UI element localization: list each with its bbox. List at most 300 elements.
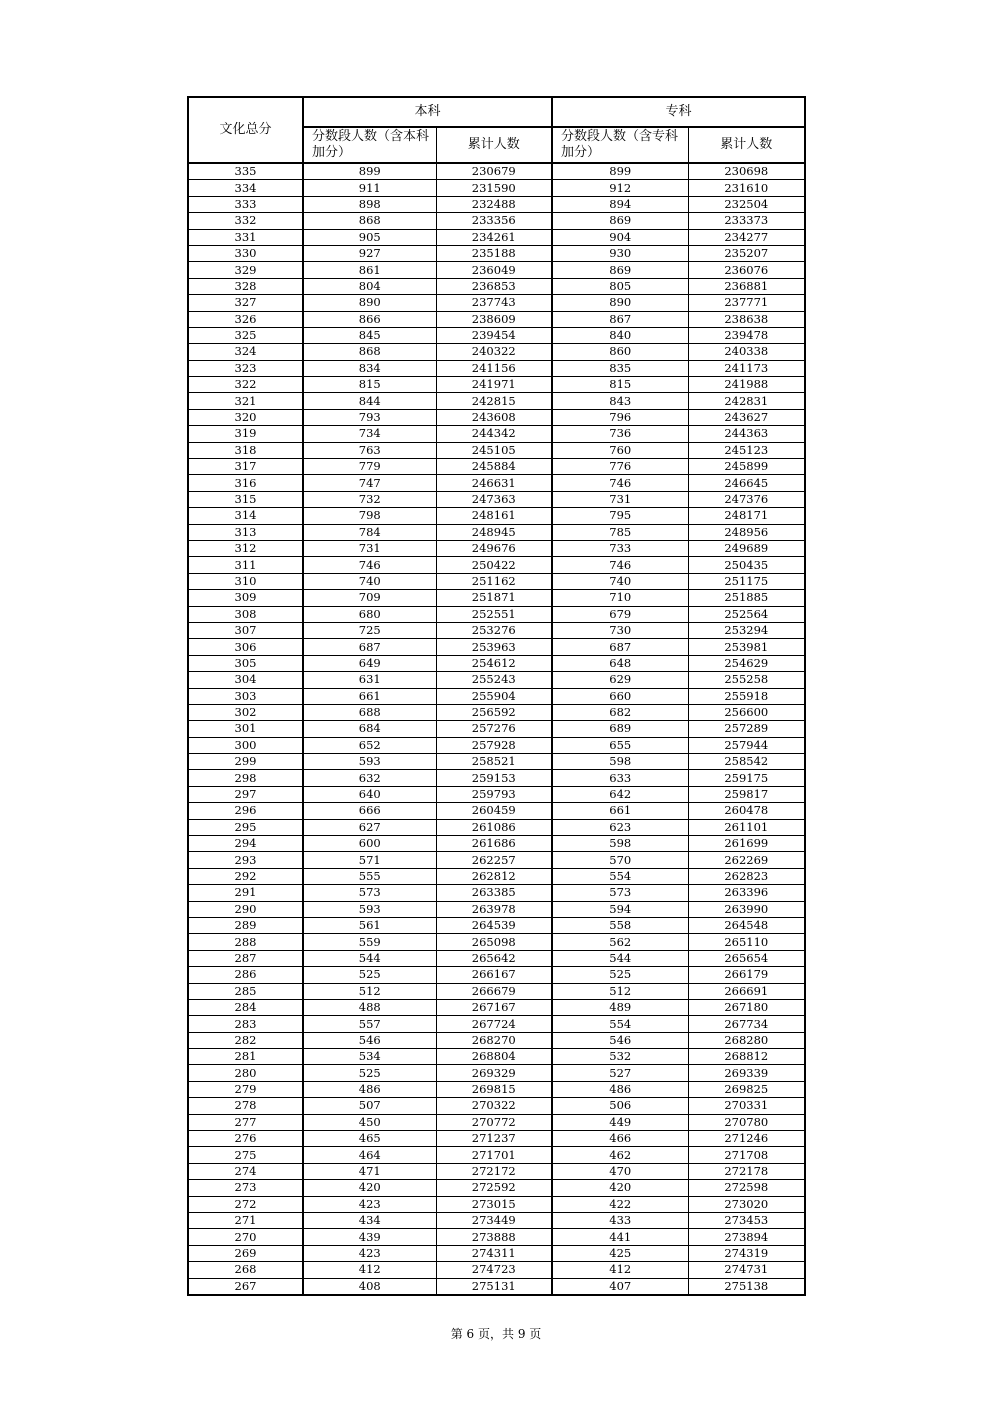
score-distribution-sheet xyxy=(187,96,804,1296)
zk-count-cell: 422 xyxy=(552,1196,688,1212)
table-row xyxy=(188,590,805,606)
zk-count-cell: 904 xyxy=(552,229,688,245)
bk-cumulative-cell: 253963 xyxy=(436,639,552,655)
table-row xyxy=(188,770,805,786)
zk-cumulative-cell: 238638 xyxy=(688,311,805,327)
bk-cumulative-cell: 260459 xyxy=(436,803,552,819)
score-cell: 274 xyxy=(188,1163,303,1179)
zk-count-cell: 912 xyxy=(552,180,688,196)
bk-count-cell: 834 xyxy=(303,360,436,376)
zk-count-cell: 425 xyxy=(552,1245,688,1261)
bk-count-cell: 434 xyxy=(303,1213,436,1229)
score-cell: 302 xyxy=(188,704,303,720)
score-cell: 313 xyxy=(188,524,303,540)
zk-count-cell: 546 xyxy=(552,1032,688,1048)
bk-cumulative-cell: 241156 xyxy=(436,360,552,376)
zk-cumulative-cell: 263990 xyxy=(688,901,805,917)
score-cell: 269 xyxy=(188,1245,303,1261)
bk-cumulative-cell: 273449 xyxy=(436,1213,552,1229)
bk-cumulative-cell: 259793 xyxy=(436,786,552,802)
bk-cumulative-cell: 239454 xyxy=(436,327,552,343)
zk-count-cell: 544 xyxy=(552,950,688,966)
bk-count-cell: 439 xyxy=(303,1229,436,1245)
bk-count-cell: 844 xyxy=(303,393,436,409)
score-cell: 279 xyxy=(188,1081,303,1097)
table-row xyxy=(188,672,805,688)
table-row xyxy=(188,737,805,753)
zk-count-cell: 532 xyxy=(552,1049,688,1065)
bk-count-cell: 640 xyxy=(303,786,436,802)
bk-count-cell: 740 xyxy=(303,573,436,589)
score-cell: 268 xyxy=(188,1262,303,1278)
bk-count-cell: 890 xyxy=(303,295,436,311)
page-footer: 第 6 页，共 9 页 xyxy=(450,1327,542,1341)
zk-count-cell: 869 xyxy=(552,262,688,278)
score-cell: 282 xyxy=(188,1032,303,1048)
score-cell: 293 xyxy=(188,852,303,868)
table-row xyxy=(188,901,805,917)
zk-cumulative-cell: 259817 xyxy=(688,786,805,802)
zk-count-cell: 642 xyxy=(552,786,688,802)
zk-cumulative-cell: 246645 xyxy=(688,475,805,491)
score-cell: 335 xyxy=(188,163,303,180)
zk-cumulative-cell: 273453 xyxy=(688,1213,805,1229)
table-row xyxy=(188,1049,805,1065)
score-cell: 330 xyxy=(188,245,303,261)
bk-count-cell: 423 xyxy=(303,1245,436,1261)
bk-cumulative-cell: 259153 xyxy=(436,770,552,786)
score-cell: 318 xyxy=(188,442,303,458)
table-row xyxy=(188,196,805,212)
score-cell: 303 xyxy=(188,688,303,704)
zk-count-cell: 489 xyxy=(552,999,688,1015)
bk-count-cell: 546 xyxy=(303,1032,436,1048)
score-cell: 291 xyxy=(188,885,303,901)
zk-cumulative-cell: 270780 xyxy=(688,1114,805,1130)
zk-cumulative-cell: 255258 xyxy=(688,672,805,688)
table-row xyxy=(188,967,805,983)
zk-count-cell: 689 xyxy=(552,721,688,737)
bk-cumulative-cell: 248161 xyxy=(436,508,552,524)
zk-cumulative-cell: 273020 xyxy=(688,1196,805,1212)
zk-count-cell: 562 xyxy=(552,934,688,950)
bk-count-cell: 561 xyxy=(303,917,436,933)
bk-count-cell: 798 xyxy=(303,508,436,524)
zk-count-cell: 899 xyxy=(552,163,688,180)
zk-cumulative-cell: 251175 xyxy=(688,573,805,589)
score-cell: 298 xyxy=(188,770,303,786)
bk-count-cell: 868 xyxy=(303,344,436,360)
zk-cumulative-cell: 231610 xyxy=(688,180,805,196)
table-row xyxy=(188,1278,805,1295)
bk-count-cell: 423 xyxy=(303,1196,436,1212)
bk-count-cell: 861 xyxy=(303,262,436,278)
score-cell: 299 xyxy=(188,754,303,770)
score-cell: 278 xyxy=(188,1098,303,1114)
bk-cumulative-cell: 269329 xyxy=(436,1065,552,1081)
zk-count-cell: 558 xyxy=(552,917,688,933)
score-cell: 314 xyxy=(188,508,303,524)
bk-count-cell: 632 xyxy=(303,770,436,786)
table-row xyxy=(188,344,805,360)
bk-cumulative-cell: 275131 xyxy=(436,1278,552,1295)
score-cell: 316 xyxy=(188,475,303,491)
header-bk-count: 分数段人数（含本科加分） xyxy=(303,127,436,163)
bk-cumulative-cell: 268270 xyxy=(436,1032,552,1048)
score-cell: 288 xyxy=(188,934,303,950)
bk-cumulative-cell: 232488 xyxy=(436,196,552,212)
zk-count-cell: 805 xyxy=(552,278,688,294)
bk-count-cell: 709 xyxy=(303,590,436,606)
bk-count-cell: 734 xyxy=(303,426,436,442)
score-cell: 270 xyxy=(188,1229,303,1245)
zk-cumulative-cell: 268280 xyxy=(688,1032,805,1048)
bk-count-cell: 680 xyxy=(303,606,436,622)
bk-count-cell: 725 xyxy=(303,622,436,638)
bk-count-cell: 911 xyxy=(303,180,436,196)
zk-cumulative-cell: 234277 xyxy=(688,229,805,245)
zk-count-cell: 795 xyxy=(552,508,688,524)
table-row xyxy=(188,442,805,458)
table-row xyxy=(188,540,805,556)
bk-cumulative-cell: 274311 xyxy=(436,1245,552,1261)
zk-cumulative-cell: 250435 xyxy=(688,557,805,573)
bk-cumulative-cell: 236853 xyxy=(436,278,552,294)
table-row xyxy=(188,459,805,475)
score-cell: 281 xyxy=(188,1049,303,1065)
bk-cumulative-cell: 270772 xyxy=(436,1114,552,1130)
bk-count-cell: 486 xyxy=(303,1081,436,1097)
zk-count-cell: 733 xyxy=(552,540,688,556)
zk-count-cell: 407 xyxy=(552,1278,688,1295)
bk-cumulative-cell: 253276 xyxy=(436,622,552,638)
bk-count-cell: 544 xyxy=(303,950,436,966)
zk-count-cell: 860 xyxy=(552,344,688,360)
zk-cumulative-cell: 275138 xyxy=(688,1278,805,1295)
zk-cumulative-cell: 241173 xyxy=(688,360,805,376)
score-cell: 319 xyxy=(188,426,303,442)
table-row xyxy=(188,360,805,376)
zk-count-cell: 655 xyxy=(552,737,688,753)
table-row xyxy=(188,721,805,737)
bk-count-cell: 420 xyxy=(303,1180,436,1196)
bk-count-cell: 557 xyxy=(303,1016,436,1032)
score-cell: 280 xyxy=(188,1065,303,1081)
bk-count-cell: 899 xyxy=(303,163,436,180)
zk-count-cell: 682 xyxy=(552,704,688,720)
score-cell: 307 xyxy=(188,622,303,638)
score-cell: 321 xyxy=(188,393,303,409)
bk-cumulative-cell: 271701 xyxy=(436,1147,552,1163)
table-row xyxy=(188,655,805,671)
score-table xyxy=(187,96,806,1296)
bk-count-cell: 465 xyxy=(303,1131,436,1147)
bk-count-cell: 525 xyxy=(303,967,436,983)
table-body xyxy=(188,163,805,1295)
zk-cumulative-cell: 240338 xyxy=(688,344,805,360)
bk-cumulative-cell: 250422 xyxy=(436,557,552,573)
bk-cumulative-cell: 266679 xyxy=(436,983,552,999)
bk-count-cell: 666 xyxy=(303,803,436,819)
zk-cumulative-cell: 274731 xyxy=(688,1262,805,1278)
bk-cumulative-cell: 249676 xyxy=(436,540,552,556)
table-header xyxy=(188,97,805,163)
zk-cumulative-cell: 236881 xyxy=(688,278,805,294)
score-cell: 327 xyxy=(188,295,303,311)
table-row xyxy=(188,295,805,311)
zk-cumulative-cell: 245123 xyxy=(688,442,805,458)
header-total-score: 文化总分 xyxy=(188,97,303,163)
bk-cumulative-cell: 236049 xyxy=(436,262,552,278)
table-row xyxy=(188,1131,805,1147)
bk-count-cell: 746 xyxy=(303,557,436,573)
bk-cumulative-cell: 265098 xyxy=(436,934,552,950)
bk-count-cell: 688 xyxy=(303,704,436,720)
bk-count-cell: 804 xyxy=(303,278,436,294)
score-cell: 284 xyxy=(188,999,303,1015)
bk-cumulative-cell: 264539 xyxy=(436,917,552,933)
table-row xyxy=(188,573,805,589)
zk-count-cell: 573 xyxy=(552,885,688,901)
score-cell: 331 xyxy=(188,229,303,245)
score-cell: 300 xyxy=(188,737,303,753)
bk-cumulative-cell: 238609 xyxy=(436,311,552,327)
bk-count-cell: 731 xyxy=(303,540,436,556)
zk-cumulative-cell: 273894 xyxy=(688,1229,805,1245)
zk-cumulative-cell: 268812 xyxy=(688,1049,805,1065)
bk-count-cell: 464 xyxy=(303,1147,436,1163)
bk-cumulative-cell: 269815 xyxy=(436,1081,552,1097)
bk-cumulative-cell: 263978 xyxy=(436,901,552,917)
zk-count-cell: 930 xyxy=(552,245,688,261)
table-row xyxy=(188,1262,805,1278)
zk-cumulative-cell: 251885 xyxy=(688,590,805,606)
bk-cumulative-cell: 270322 xyxy=(436,1098,552,1114)
zk-cumulative-cell: 266691 xyxy=(688,983,805,999)
table-row xyxy=(188,491,805,507)
bk-cumulative-cell: 273015 xyxy=(436,1196,552,1212)
table-row xyxy=(188,180,805,196)
bk-cumulative-cell: 240322 xyxy=(436,344,552,360)
score-cell: 273 xyxy=(188,1180,303,1196)
zk-cumulative-cell: 248171 xyxy=(688,508,805,524)
table-row xyxy=(188,213,805,229)
bk-count-cell: 571 xyxy=(303,852,436,868)
table-row xyxy=(188,704,805,720)
bk-cumulative-cell: 267167 xyxy=(436,999,552,1015)
table-row xyxy=(188,819,805,835)
zk-count-cell: 470 xyxy=(552,1163,688,1179)
score-cell: 310 xyxy=(188,573,303,589)
bk-cumulative-cell: 243608 xyxy=(436,409,552,425)
bk-cumulative-cell: 245105 xyxy=(436,442,552,458)
zk-cumulative-cell: 230698 xyxy=(688,163,805,180)
bk-cumulative-cell: 257276 xyxy=(436,721,552,737)
bk-count-cell: 652 xyxy=(303,737,436,753)
bk-count-cell: 845 xyxy=(303,327,436,343)
zk-cumulative-cell: 247376 xyxy=(688,491,805,507)
table-row xyxy=(188,999,805,1015)
zk-cumulative-cell: 237771 xyxy=(688,295,805,311)
bk-cumulative-cell: 256592 xyxy=(436,704,552,720)
bk-cumulative-cell: 248945 xyxy=(436,524,552,540)
bk-cumulative-cell: 274723 xyxy=(436,1262,552,1278)
bk-cumulative-cell: 245884 xyxy=(436,459,552,475)
table-row xyxy=(188,1229,805,1245)
zk-count-cell: 462 xyxy=(552,1147,688,1163)
table-row xyxy=(188,622,805,638)
header-zk-cumulative: 累计人数 xyxy=(688,127,805,163)
score-cell: 285 xyxy=(188,983,303,999)
zk-cumulative-cell: 261101 xyxy=(688,819,805,835)
zk-count-cell: 433 xyxy=(552,1213,688,1229)
bk-cumulative-cell: 235188 xyxy=(436,245,552,261)
table-row xyxy=(188,1245,805,1261)
table-row xyxy=(188,327,805,343)
zk-count-cell: 506 xyxy=(552,1098,688,1114)
table-row xyxy=(188,163,805,180)
score-cell: 309 xyxy=(188,590,303,606)
table-row xyxy=(188,1180,805,1196)
table-row xyxy=(188,1147,805,1163)
zk-cumulative-cell: 236076 xyxy=(688,262,805,278)
score-cell: 323 xyxy=(188,360,303,376)
score-cell: 271 xyxy=(188,1213,303,1229)
table-row xyxy=(188,1196,805,1212)
bk-count-cell: 631 xyxy=(303,672,436,688)
bk-cumulative-cell: 265642 xyxy=(436,950,552,966)
zk-count-cell: 598 xyxy=(552,836,688,852)
zk-count-cell: 679 xyxy=(552,606,688,622)
table-row xyxy=(188,688,805,704)
zk-cumulative-cell: 266179 xyxy=(688,967,805,983)
bk-count-cell: 684 xyxy=(303,721,436,737)
table-row xyxy=(188,1065,805,1081)
zk-count-cell: 412 xyxy=(552,1262,688,1278)
zk-count-cell: 843 xyxy=(552,393,688,409)
bk-count-cell: 573 xyxy=(303,885,436,901)
bk-cumulative-cell: 252551 xyxy=(436,606,552,622)
zk-count-cell: 894 xyxy=(552,196,688,212)
score-cell: 333 xyxy=(188,196,303,212)
bk-count-cell: 815 xyxy=(303,377,436,393)
zk-cumulative-cell: 233373 xyxy=(688,213,805,229)
zk-count-cell: 869 xyxy=(552,213,688,229)
score-cell: 272 xyxy=(188,1196,303,1212)
zk-cumulative-cell: 235207 xyxy=(688,245,805,261)
zk-cumulative-cell: 271246 xyxy=(688,1131,805,1147)
zk-count-cell: 594 xyxy=(552,901,688,917)
zk-cumulative-cell: 262823 xyxy=(688,868,805,884)
zk-cumulative-cell: 271708 xyxy=(688,1147,805,1163)
score-cell: 308 xyxy=(188,606,303,622)
zk-count-cell: 730 xyxy=(552,622,688,638)
score-cell: 325 xyxy=(188,327,303,343)
score-cell: 286 xyxy=(188,967,303,983)
zk-cumulative-cell: 274319 xyxy=(688,1245,805,1261)
bk-count-cell: 507 xyxy=(303,1098,436,1114)
bk-count-cell: 512 xyxy=(303,983,436,999)
zk-cumulative-cell: 254629 xyxy=(688,655,805,671)
score-cell: 287 xyxy=(188,950,303,966)
zk-count-cell: 740 xyxy=(552,573,688,589)
bk-cumulative-cell: 254612 xyxy=(436,655,552,671)
zk-cumulative-cell: 241988 xyxy=(688,377,805,393)
bk-count-cell: 408 xyxy=(303,1278,436,1295)
bk-count-cell: 488 xyxy=(303,999,436,1015)
table-row xyxy=(188,1163,805,1179)
zk-cumulative-cell: 269825 xyxy=(688,1081,805,1097)
zk-count-cell: 890 xyxy=(552,295,688,311)
score-cell: 332 xyxy=(188,213,303,229)
zk-count-cell: 512 xyxy=(552,983,688,999)
table-row xyxy=(188,983,805,999)
bk-cumulative-cell: 244342 xyxy=(436,426,552,442)
zk-cumulative-cell: 259175 xyxy=(688,770,805,786)
table-row xyxy=(188,524,805,540)
score-cell: 328 xyxy=(188,278,303,294)
score-cell: 326 xyxy=(188,311,303,327)
zk-count-cell: 661 xyxy=(552,803,688,819)
score-cell: 315 xyxy=(188,491,303,507)
score-cell: 296 xyxy=(188,803,303,819)
table-row xyxy=(188,934,805,950)
bk-count-cell: 450 xyxy=(303,1114,436,1130)
table-row xyxy=(188,229,805,245)
bk-count-cell: 732 xyxy=(303,491,436,507)
bk-cumulative-cell: 258521 xyxy=(436,754,552,770)
zk-count-cell: 525 xyxy=(552,967,688,983)
zk-count-cell: 867 xyxy=(552,311,688,327)
zk-count-cell: 623 xyxy=(552,819,688,835)
zk-cumulative-cell: 270331 xyxy=(688,1098,805,1114)
bk-count-cell: 763 xyxy=(303,442,436,458)
bk-cumulative-cell: 231590 xyxy=(436,180,552,196)
zk-count-cell: 710 xyxy=(552,590,688,606)
bk-cumulative-cell: 272592 xyxy=(436,1180,552,1196)
bk-cumulative-cell: 251871 xyxy=(436,590,552,606)
zk-count-cell: 570 xyxy=(552,852,688,868)
table-row xyxy=(188,852,805,868)
table-row xyxy=(188,393,805,409)
zk-cumulative-cell: 242831 xyxy=(688,393,805,409)
table-row xyxy=(188,311,805,327)
table-row xyxy=(188,1016,805,1032)
score-cell: 283 xyxy=(188,1016,303,1032)
zk-count-cell: 466 xyxy=(552,1131,688,1147)
zk-count-cell: 660 xyxy=(552,688,688,704)
bk-cumulative-cell: 241971 xyxy=(436,377,552,393)
bk-cumulative-cell: 261086 xyxy=(436,819,552,835)
bk-cumulative-cell: 242815 xyxy=(436,393,552,409)
score-cell: 304 xyxy=(188,672,303,688)
zk-cumulative-cell: 257944 xyxy=(688,737,805,753)
zk-cumulative-cell: 243627 xyxy=(688,409,805,425)
score-cell: 334 xyxy=(188,180,303,196)
zk-count-cell: 648 xyxy=(552,655,688,671)
zk-count-cell: 420 xyxy=(552,1180,688,1196)
zk-count-cell: 796 xyxy=(552,409,688,425)
table-row xyxy=(188,557,805,573)
zk-count-cell: 731 xyxy=(552,491,688,507)
bk-cumulative-cell: 263385 xyxy=(436,885,552,901)
bk-cumulative-cell: 272172 xyxy=(436,1163,552,1179)
bk-cumulative-cell: 257928 xyxy=(436,737,552,753)
bk-count-cell: 793 xyxy=(303,409,436,425)
bk-count-cell: 471 xyxy=(303,1163,436,1179)
zk-cumulative-cell: 245899 xyxy=(688,459,805,475)
bk-count-cell: 593 xyxy=(303,901,436,917)
